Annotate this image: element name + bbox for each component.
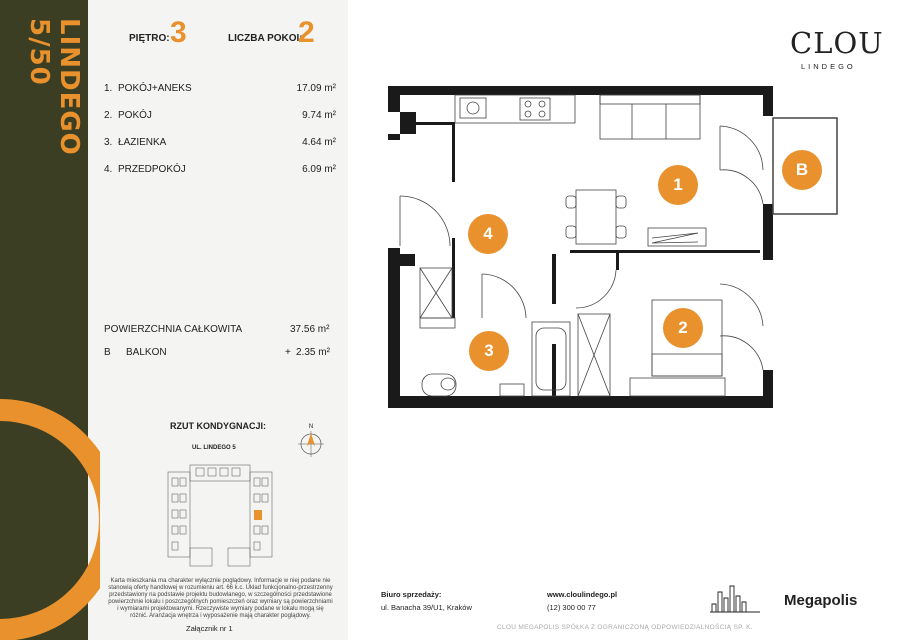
disclaimer-text: Karta mieszkania ma charakter wyłącznie poglądowy. Informacje w niej podane nie stanowią oferty handlowej w rozumieniu art. 66 k.c. Układ funkcjonalno-przestrzenny przedstawiony na podstawie projektu budowlanego, w szczególności przedstawione powierzchnie lokalu i poszczególnych pomieszczeń oraz wymiary są powierzchniami i wymiarami projektowanymi. Rzeczywiste wymiary podane w lokalu mogą się różnić. Aranżacja wnętrza i wyposażenie mają charakter poglądowy. xyxy=(108,578,333,619)
room-list xyxy=(104,83,338,191)
total-area-value: 37.56 m² xyxy=(290,324,330,335)
room-name: POKÓJ+ANEKS xyxy=(118,83,192,94)
sales-office-address: ul. Banacha 39/U1, Kraków xyxy=(381,603,472,612)
rooms-count-label: LICZBA POKOI: xyxy=(228,33,303,44)
balcony-plus: + xyxy=(285,347,291,358)
room-area: 9.74 m² xyxy=(302,110,336,121)
street-label: UL. LINDEGO 5 xyxy=(192,445,236,451)
room-row: 2. POKÓJ 9.74 m² xyxy=(104,110,336,121)
phone-number: (12) 300 00 77 xyxy=(547,603,596,612)
sales-office-label: Biuro sprzedaży: xyxy=(381,590,442,599)
room-area: 17.09 m² xyxy=(296,83,336,94)
building-title: LINDEGO 5/50 xyxy=(24,18,84,156)
clou-logo-subtitle: LINDEGO xyxy=(801,62,856,71)
balcony-marker: B xyxy=(782,150,822,190)
room-marker-1: 1 xyxy=(658,165,698,205)
annex-label: Załącznik nr 1 xyxy=(186,624,233,633)
room-marker-4: 4 xyxy=(468,214,508,254)
room-name: POKÓJ xyxy=(118,110,152,121)
room-name: PRZEDPOKÓJ xyxy=(118,164,186,175)
svg-text:N: N xyxy=(308,424,314,430)
orange-arc-decoration xyxy=(0,395,100,640)
balcony-letter: B xyxy=(104,347,111,358)
company-footer: CLOU MEGAPOLIS SPÓŁKA Z OGRANICZONĄ ODPOWIEDZIALNOŚCIĄ SP. K. xyxy=(497,624,753,631)
website-link[interactable]: www.cloulindego.pl xyxy=(547,590,618,599)
room-name: ŁAZIENKA xyxy=(118,137,167,148)
rooms-count-value: 2 xyxy=(298,16,315,49)
developer-logo: Megapolis xyxy=(784,592,858,609)
balcony-label: BALKON xyxy=(126,347,167,358)
room-area: 4.64 m² xyxy=(302,137,336,148)
floor-value: 3 xyxy=(170,16,187,49)
room-row: 4. PRZEDPOKÓJ 6.09 m² xyxy=(104,164,336,175)
room-area: 6.09 m² xyxy=(302,164,336,175)
floor-plan-title: RZUT KONDYGNACJI: xyxy=(170,421,266,431)
room-marker-3: 3 xyxy=(469,331,509,371)
balcony-value: 2.35 m² xyxy=(296,347,330,358)
compass-icon xyxy=(296,420,326,458)
total-area-label: POWIERZCHNIA CAŁKOWITA xyxy=(104,324,243,335)
room-row: 1. POKÓJ+ANEKS 17.09 m² xyxy=(104,83,336,94)
room-row: 3. ŁAZIENKA 4.64 m² xyxy=(104,137,336,148)
skyline-icon xyxy=(710,582,760,614)
clou-logo: CLOU xyxy=(790,26,884,60)
room-marker-2: 2 xyxy=(663,308,703,348)
apartment-floor-plan xyxy=(380,78,850,418)
site-plan-thumbnail xyxy=(158,460,293,572)
floor-label: PIĘTRO: xyxy=(129,33,170,44)
